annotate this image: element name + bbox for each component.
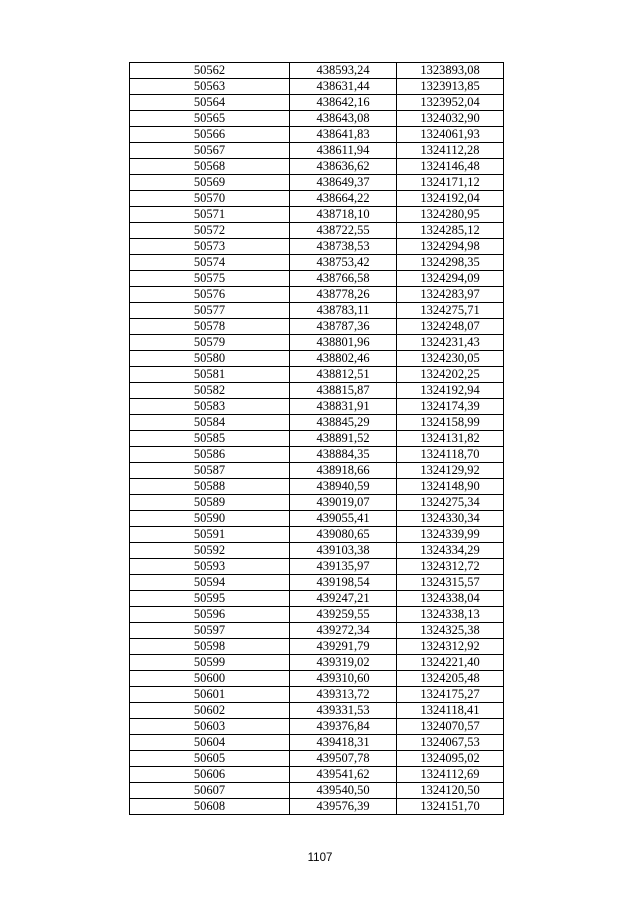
point-id-cell: 50565 [130,111,290,127]
table-row [130,191,504,207]
x-coordinate-cell: 438812,51 [290,367,397,383]
point-id-cell: 50579 [130,335,290,351]
table-row [130,367,504,383]
table-row [130,703,504,719]
point-id-cell: 50567 [130,143,290,159]
table-row [130,751,504,767]
y-coordinate-cell: 1324330,34 [397,511,504,527]
table-row [130,351,504,367]
table-row [130,767,504,783]
y-coordinate-cell: 1324221,40 [397,655,504,671]
point-id-cell: 50572 [130,223,290,239]
y-coordinate-cell: 1324148,90 [397,479,504,495]
x-coordinate-cell: 439055,41 [290,511,397,527]
y-coordinate-cell: 1324061,93 [397,127,504,143]
y-coordinate-cell: 1324112,69 [397,767,504,783]
x-coordinate-cell: 438884,35 [290,447,397,463]
x-coordinate-cell: 439540,50 [290,783,397,799]
x-coordinate-cell: 439272,34 [290,623,397,639]
table-row [130,239,504,255]
x-coordinate-cell: 439310,60 [290,671,397,687]
table-row [130,575,504,591]
x-coordinate-cell: 438593,24 [290,63,397,79]
x-coordinate-cell: 438753,42 [290,255,397,271]
y-coordinate-cell: 1323913,85 [397,79,504,95]
y-coordinate-cell: 1324275,34 [397,495,504,511]
y-coordinate-cell: 1323893,08 [397,63,504,79]
table-row [130,591,504,607]
x-coordinate-cell: 438831,91 [290,399,397,415]
x-coordinate-cell: 439080,65 [290,527,397,543]
x-coordinate-cell: 439291,79 [290,639,397,655]
point-id-cell: 50608 [130,799,290,815]
table-row [130,511,504,527]
x-coordinate-cell: 439247,21 [290,591,397,607]
page-number: 1107 [307,852,333,864]
x-coordinate-cell: 438787,36 [290,319,397,335]
point-id-cell: 50598 [130,639,290,655]
y-coordinate-cell: 1324275,71 [397,303,504,319]
x-coordinate-cell: 439576,39 [290,799,397,815]
x-coordinate-cell: 439331,53 [290,703,397,719]
point-id-cell: 50568 [130,159,290,175]
point-id-cell: 50570 [130,191,290,207]
x-coordinate-cell: 438766,58 [290,271,397,287]
x-coordinate-cell: 438778,26 [290,287,397,303]
x-coordinate-cell: 439418,31 [290,735,397,751]
table-row [130,111,504,127]
table-row [130,543,504,559]
x-coordinate-cell: 439259,55 [290,607,397,623]
point-id-cell: 50602 [130,703,290,719]
x-coordinate-cell: 438802,46 [290,351,397,367]
point-id-cell: 50573 [130,239,290,255]
y-coordinate-cell: 1324325,38 [397,623,504,639]
y-coordinate-cell: 1324118,70 [397,447,504,463]
table-row [130,735,504,751]
table-row [130,223,504,239]
point-id-cell: 50607 [130,783,290,799]
point-id-cell: 50600 [130,671,290,687]
point-id-cell: 50589 [130,495,290,511]
point-id-cell: 50563 [130,79,290,95]
y-coordinate-cell: 1324095,02 [397,751,504,767]
y-coordinate-cell: 1324205,48 [397,671,504,687]
y-coordinate-cell: 1324231,43 [397,335,504,351]
y-coordinate-cell: 1324171,12 [397,175,504,191]
point-id-cell: 50603 [130,719,290,735]
y-coordinate-cell: 1324202,25 [397,367,504,383]
table-row [130,143,504,159]
y-coordinate-cell: 1324294,09 [397,271,504,287]
y-coordinate-cell: 1324112,28 [397,143,504,159]
point-id-cell: 50576 [130,287,290,303]
point-id-cell: 50575 [130,271,290,287]
table-row [130,607,504,623]
point-id-cell: 50585 [130,431,290,447]
y-coordinate-cell: 1324120,50 [397,783,504,799]
y-coordinate-cell: 1324131,82 [397,431,504,447]
table-row [130,383,504,399]
x-coordinate-cell: 438611,94 [290,143,397,159]
x-coordinate-cell: 439103,38 [290,543,397,559]
x-coordinate-cell: 439319,02 [290,655,397,671]
point-id-cell: 50566 [130,127,290,143]
point-id-cell: 50597 [130,623,290,639]
y-coordinate-cell: 1324158,99 [397,415,504,431]
point-id-cell: 50606 [130,767,290,783]
coordinate-table-body [130,63,504,815]
y-coordinate-cell: 1324129,92 [397,463,504,479]
x-coordinate-cell: 438722,55 [290,223,397,239]
point-id-cell: 50586 [130,447,290,463]
y-coordinate-cell: 1324151,70 [397,799,504,815]
point-id-cell: 50581 [130,367,290,383]
x-coordinate-cell: 438783,11 [290,303,397,319]
table-row [130,335,504,351]
table-row [130,255,504,271]
y-coordinate-cell: 1324175,27 [397,687,504,703]
y-coordinate-cell: 1324032,90 [397,111,504,127]
x-coordinate-cell: 438649,37 [290,175,397,191]
table-row [130,655,504,671]
table-row [130,623,504,639]
y-coordinate-cell: 1324280,95 [397,207,504,223]
x-coordinate-cell: 439198,54 [290,575,397,591]
y-coordinate-cell: 1324192,04 [397,191,504,207]
point-id-cell: 50596 [130,607,290,623]
x-coordinate-cell: 439541,62 [290,767,397,783]
point-id-cell: 50571 [130,207,290,223]
y-coordinate-cell: 1324285,12 [397,223,504,239]
point-id-cell: 50564 [130,95,290,111]
y-coordinate-cell: 1324338,13 [397,607,504,623]
x-coordinate-cell: 439313,72 [290,687,397,703]
point-id-cell: 50584 [130,415,290,431]
point-id-cell: 50583 [130,399,290,415]
x-coordinate-cell: 438642,16 [290,95,397,111]
table-row [130,287,504,303]
y-coordinate-cell: 1324339,99 [397,527,504,543]
point-id-cell: 50593 [130,559,290,575]
table-row [130,447,504,463]
point-id-cell: 50578 [130,319,290,335]
y-coordinate-cell: 1324298,35 [397,255,504,271]
table-row [130,559,504,575]
x-coordinate-cell: 438641,83 [290,127,397,143]
point-id-cell: 50594 [130,575,290,591]
x-coordinate-cell: 438891,52 [290,431,397,447]
point-id-cell: 50562 [130,63,290,79]
point-id-cell: 50580 [130,351,290,367]
table-row [130,799,504,815]
x-coordinate-cell: 439376,84 [290,719,397,735]
point-id-cell: 50582 [130,383,290,399]
table-row [130,271,504,287]
x-coordinate-cell: 438631,44 [290,79,397,95]
x-coordinate-cell: 438718,10 [290,207,397,223]
table-row [130,639,504,655]
table-row [130,415,504,431]
y-coordinate-cell: 1324070,57 [397,719,504,735]
point-id-cell: 50577 [130,303,290,319]
x-coordinate-cell: 439135,97 [290,559,397,575]
table-row [130,319,504,335]
x-coordinate-cell: 438815,87 [290,383,397,399]
table-row [130,95,504,111]
table-row [130,175,504,191]
y-coordinate-cell: 1324338,04 [397,591,504,607]
point-id-cell: 50601 [130,687,290,703]
x-coordinate-cell: 438738,53 [290,239,397,255]
table-row [130,495,504,511]
point-id-cell: 50591 [130,527,290,543]
point-id-cell: 50587 [130,463,290,479]
point-id-cell: 50605 [130,751,290,767]
x-coordinate-cell: 438801,96 [290,335,397,351]
table-row [130,671,504,687]
y-coordinate-cell: 1324334,29 [397,543,504,559]
x-coordinate-cell: 438636,62 [290,159,397,175]
y-coordinate-cell: 1324312,72 [397,559,504,575]
point-id-cell: 50599 [130,655,290,671]
x-coordinate-cell: 438643,08 [290,111,397,127]
y-coordinate-cell: 1324230,05 [397,351,504,367]
x-coordinate-cell: 439019,07 [290,495,397,511]
y-coordinate-cell: 1324315,57 [397,575,504,591]
table-row [130,431,504,447]
y-coordinate-cell: 1324146,48 [397,159,504,175]
y-coordinate-cell: 1324067,53 [397,735,504,751]
table-row [130,479,504,495]
point-id-cell: 50590 [130,511,290,527]
table-row [130,463,504,479]
table-row [130,687,504,703]
x-coordinate-cell: 439507,78 [290,751,397,767]
y-coordinate-cell: 1324294,98 [397,239,504,255]
table-row [130,127,504,143]
x-coordinate-cell: 438845,29 [290,415,397,431]
x-coordinate-cell: 438918,66 [290,463,397,479]
point-id-cell: 50604 [130,735,290,751]
y-coordinate-cell: 1324118,41 [397,703,504,719]
x-coordinate-cell: 438664,22 [290,191,397,207]
table-row [130,207,504,223]
y-coordinate-cell: 1324192,94 [397,383,504,399]
table-row [130,79,504,95]
y-coordinate-cell: 1323952,04 [397,95,504,111]
y-coordinate-cell: 1324312,92 [397,639,504,655]
table-row [130,527,504,543]
table-row [130,783,504,799]
point-id-cell: 50569 [130,175,290,191]
point-id-cell: 50592 [130,543,290,559]
table-row [130,303,504,319]
coordinate-table [129,62,504,815]
table-row [130,399,504,415]
table-row [130,159,504,175]
y-coordinate-cell: 1324174,39 [397,399,504,415]
point-id-cell: 50574 [130,255,290,271]
y-coordinate-cell: 1324283,97 [397,287,504,303]
x-coordinate-cell: 438940,59 [290,479,397,495]
y-coordinate-cell: 1324248,07 [397,319,504,335]
table-row [130,719,504,735]
table-row [130,63,504,79]
point-id-cell: 50595 [130,591,290,607]
point-id-cell: 50588 [130,479,290,495]
